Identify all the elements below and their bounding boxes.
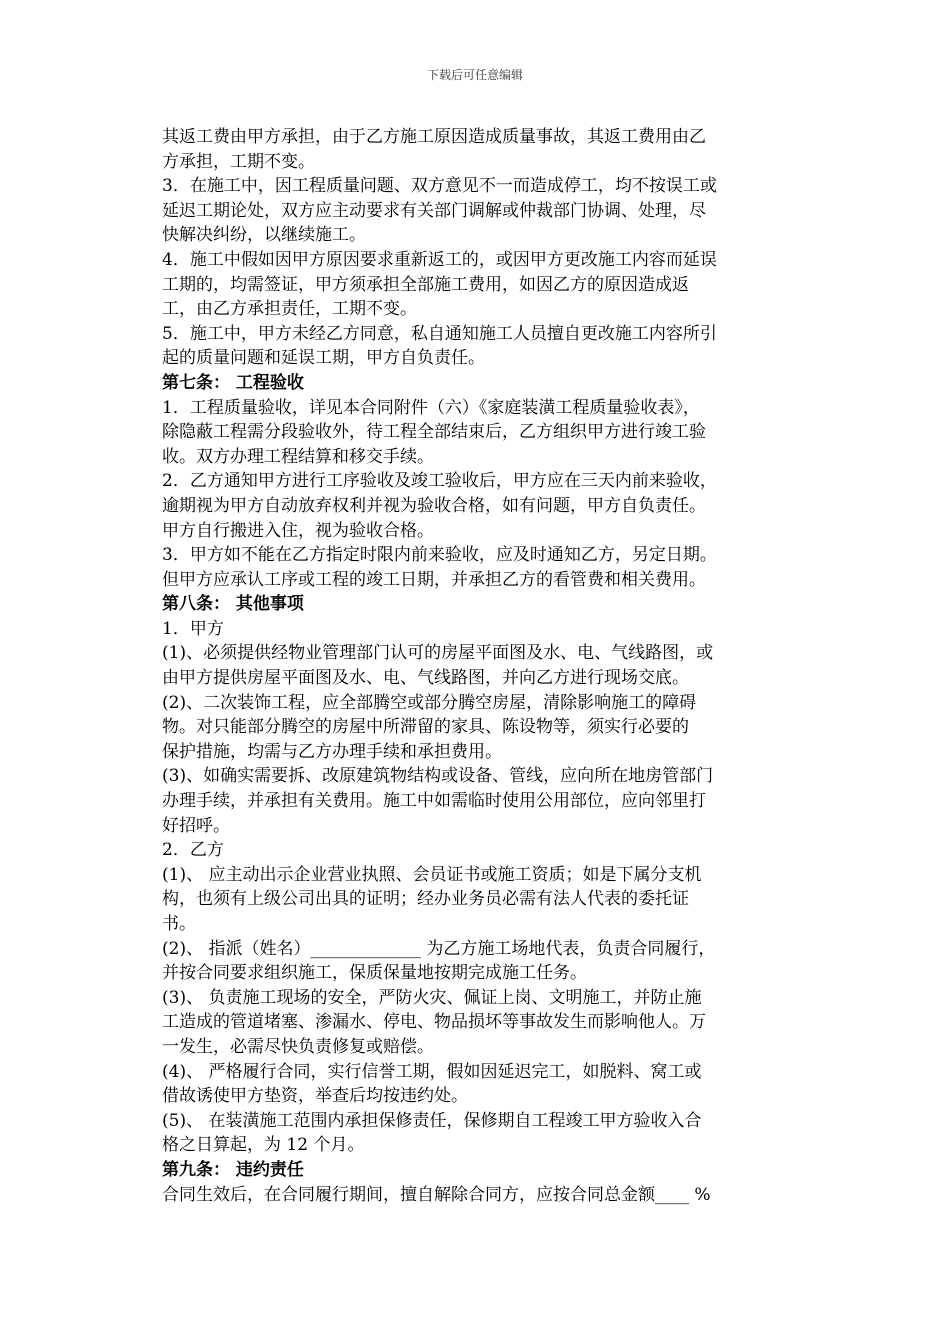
paragraph-line: 其返工费由甲方承担，由于乙方施工原因造成质量事故，其返工费用由乙 xyxy=(162,127,706,147)
section-heading: 第八条： 其他事项 xyxy=(162,594,304,615)
paragraph-line: 书。 xyxy=(162,914,196,934)
paragraph-line: (4)、 严格履行合同，实行信誉工期，假如因延迟完工，如脱料、窝工或 xyxy=(162,1061,702,1082)
paragraph-line: 借故诱使甲方垫资，举查后均按违约处。 xyxy=(162,1086,468,1107)
paragraph-line: 构，也须有上级公司出具的证明；经办业务员必需有法人代表的委托证 xyxy=(162,889,689,910)
paragraph-line: 工造成的管道堵塞、渗漏水、停电、物品损坏等事故发生而影响他人。万 xyxy=(162,1012,706,1033)
paragraph-line: 甲方自行搬进入住，视为验收合格。 xyxy=(162,520,434,541)
paragraph-line: (3)、 负责施工现场的安全，严防火灾、佩证上岗、文明施工，并防止施 xyxy=(162,987,702,1008)
paragraph-line: (2)、 指派（姓名）_____________ 为乙方施工场地代表，负责合同履行， xyxy=(162,938,716,959)
paragraph-line: 2．乙方通知甲方进行工序验收及竣工验收后，甲方应在三天内前来验收， xyxy=(162,471,717,492)
paragraph-line: 快解决纠纷，以继续施工。 xyxy=(162,225,366,246)
paragraph-line: 合同生效后，在合同履行期间，擅自解除合同方，应按合同总金额____ % xyxy=(162,1184,711,1205)
paragraph-line: 办理手续，并承担有关费用。施工中如需临时使用公用部位，应向邻里打 xyxy=(162,791,706,812)
paragraph-line: 收。双方办理工程结算和移交手续。 xyxy=(162,446,434,467)
page-header: 下载后可任意编辑 xyxy=(426,68,523,82)
paragraph-line: 好招呼。 xyxy=(162,815,230,836)
paragraph-line: 起的质量问题和延误工期，甲方自负责任。 xyxy=(162,348,485,369)
paragraph-line: 格之日算起，为 12 个月。 xyxy=(162,1135,365,1156)
paragraph-line: 工，由乙方承担责任，工期不变。 xyxy=(162,299,417,320)
paragraph-line: 5．施工中，甲方未经乙方同意，私自通知施工人员擅自更改施工内容所引 xyxy=(162,323,717,344)
paragraph-line: 方承担，工期不变。 xyxy=(162,151,315,172)
section-heading: 第七条： 工程验收 xyxy=(162,372,304,393)
paragraph-line: 1．工程质量验收，详见本合同附件（六）《家庭装潢工程质量验收表》， xyxy=(162,397,700,418)
paragraph-line: 并按合同要求组织施工，保质保量地按期完成施工任务。 xyxy=(162,963,587,984)
paragraph-line: 一发生，必需尽快负责修复或赔偿。 xyxy=(162,1036,434,1057)
paragraph-line: (1)、必须提供经物业管理部门认可的房屋平面图及水、电、气线路图，或 xyxy=(162,643,714,664)
section-heading: 第九条： 违约责任 xyxy=(162,1159,304,1180)
paragraph-line: 除隐蔽工程需分段验收外，待工程全部结束后，乙方组织甲方进行竣工验 xyxy=(162,422,706,443)
paragraph-line: 延迟工期论处，双方应主动要求有关部门调解或仲裁部门协调、处理，尽 xyxy=(162,200,706,221)
paragraph-line: (5)、 在装潢施工范围内承担保修责任，保修期自工程竣工甲方验收入合 xyxy=(162,1110,702,1131)
paragraph-line: (1)、 应主动出示企业营业执照、会员证书或施工资质；如是下属分支机 xyxy=(162,864,702,885)
paragraph-line: 4．施工中假如因甲方原因要求重新返工的，或因甲方更改施工内容而延误 xyxy=(162,249,717,270)
paragraph-line: 逾期视为甲方自动放弃权利并视为验收合格，如有问题，甲方自负责任。 xyxy=(162,495,706,516)
paragraph-line: 1．甲方 xyxy=(162,618,224,639)
paragraph-line: (3)、如确实需要拆、改原建筑物结构或设备、管线，应向所在地房管部门 xyxy=(162,766,714,787)
document-body xyxy=(162,125,792,1207)
paragraph-line: 由甲方提供房屋平面图及水、电、气线路图，并向乙方进行现场交底。 xyxy=(162,668,689,689)
paragraph-line: 保护措施，均需与乙方办理手续和承担费用。 xyxy=(162,741,502,762)
paragraph-line: 2．乙方 xyxy=(162,840,224,861)
paragraph-line: 但甲方应承认工序或工程的竣工日期，并承担乙方的看管费和相关费用。 xyxy=(162,569,706,590)
paragraph-line: 工期的，均需签证，甲方须承担全部施工费用，如因乙方的原因造成返 xyxy=(162,274,689,295)
paragraph-line: 物。对只能部分腾空的房屋中所滞留的家具、陈设物等，须实行必要的 xyxy=(162,717,689,738)
paragraph-line: (2)、二次装饰工程，应全部腾空或部分腾空房屋，清除影响施工的障碍 xyxy=(162,692,697,713)
paragraph-line: 3．甲方如不能在乙方指定时限内前来验收，应及时通知乙方，另定日期。 xyxy=(162,545,717,566)
paragraph-line: 3．在施工中，因工程质量问题、双方意见不一而造成停工，均不按误工或 xyxy=(162,176,717,197)
